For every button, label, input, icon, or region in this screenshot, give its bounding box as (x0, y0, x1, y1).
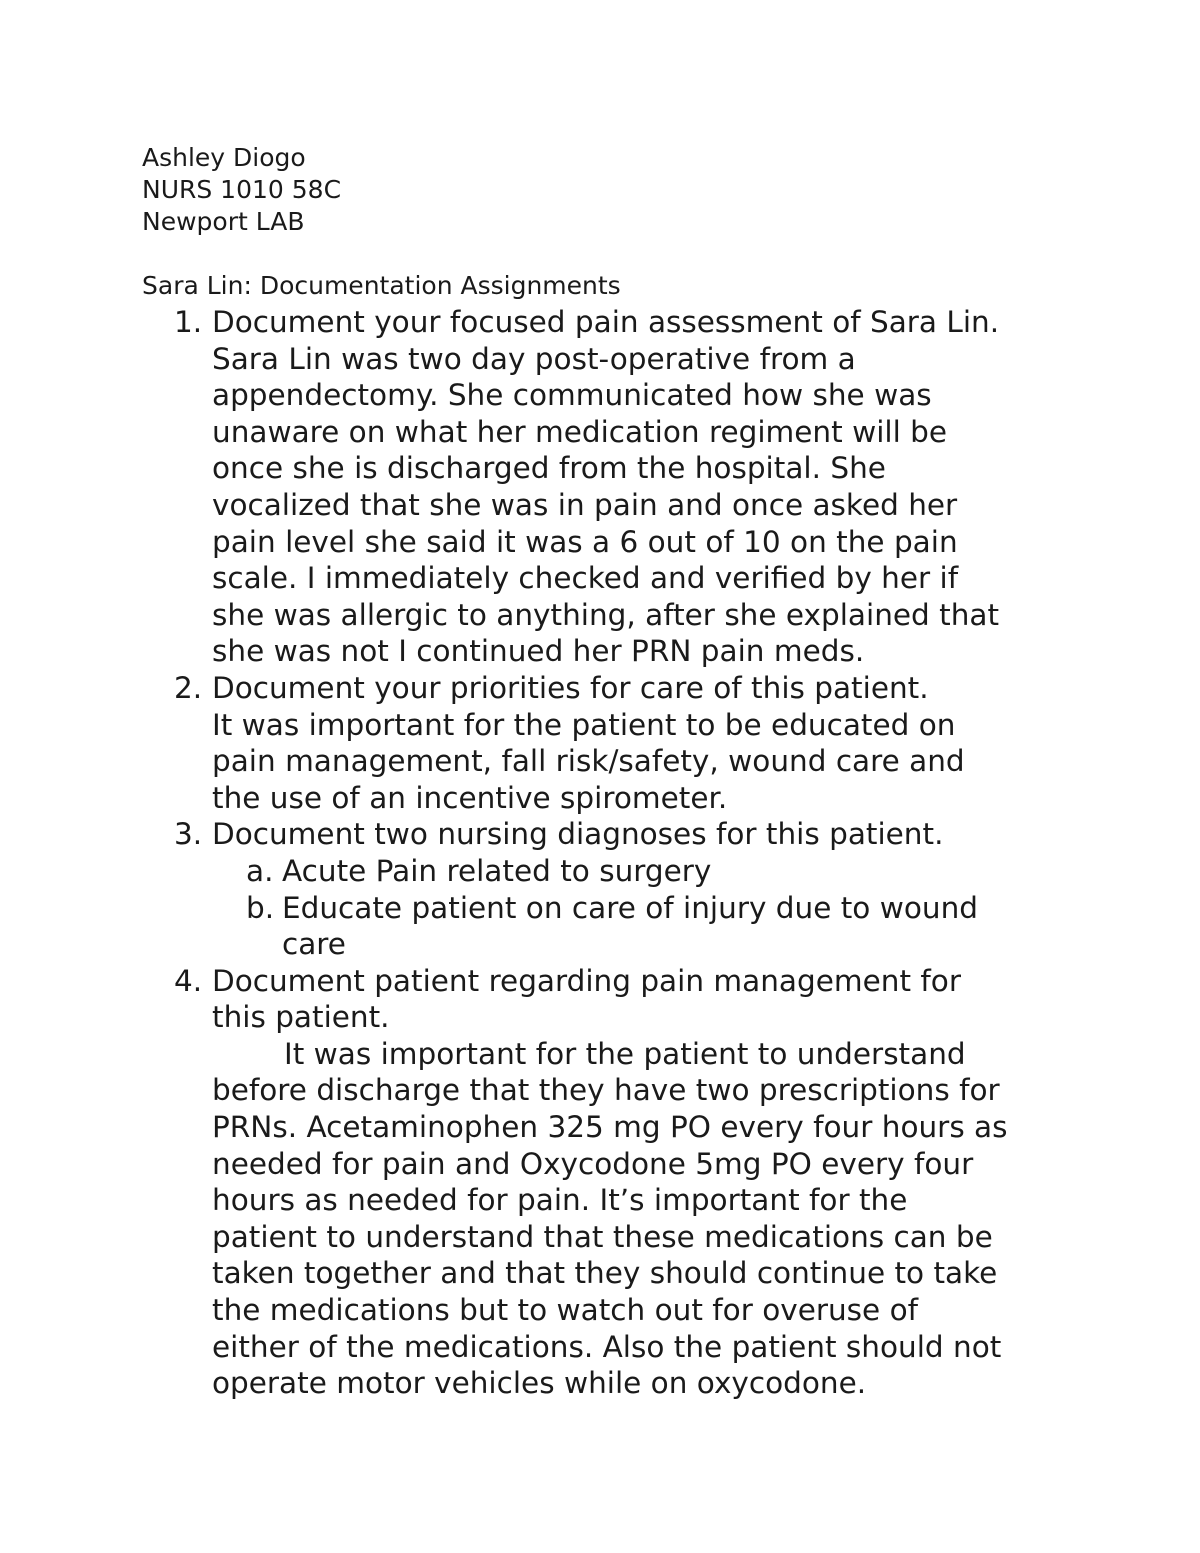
assignment-list (0, 304, 1200, 1402)
answer-line: pain management, fall risk/safety, wound care and (212, 744, 965, 779)
answer-line: operate motor vehicles while on oxycodone. (212, 1366, 867, 1401)
list-item-2 (0, 670, 1072, 816)
diagnosis-line: Educate patient on care of injury due to wound (282, 890, 979, 925)
list-item-3 (0, 816, 1072, 962)
item-number: 4. (174, 963, 203, 998)
sub-item-letter: a. (246, 853, 274, 888)
item-prompt: Document two nursing diagnoses for this patient. (212, 817, 944, 852)
item-number: 3. (174, 817, 203, 852)
answer-line: once she is discharged from the hospital. She (212, 451, 886, 486)
answer-line: needed for pain and Oxycodone 5mg PO every four (212, 1146, 974, 1181)
assignment-title: Sara Lin: Documentation Assignments (142, 271, 621, 300)
item-prompt: Document patient regarding pain management for (212, 963, 961, 998)
sub-item-b (212, 890, 1072, 963)
list-item-1 (0, 304, 1072, 670)
lab-name: Newport LAB (142, 207, 305, 236)
item-number: 2. (174, 670, 203, 705)
item-number: 1. (174, 305, 203, 339)
answer-line: pain level she said it was a 6 out of 10 on the pain (212, 524, 958, 559)
answer-line: PRNs. Acetaminophen 325 mg PO every four hours as (212, 1110, 1008, 1145)
answer-line: Sara Lin was two day post-operative from a (212, 341, 856, 376)
answer-line: she was not I continued her PRN pain meds. (212, 634, 865, 669)
sub-item-a (212, 853, 1072, 890)
answer-line: patient to understand that these medications can be (212, 1219, 993, 1254)
list-item-4 (0, 963, 1072, 1402)
document-header (142, 142, 341, 238)
diagnosis-line: care (282, 927, 346, 962)
student-name: Ashley Diogo (142, 143, 306, 172)
answer-line: appendectomy. She communicated how she was (212, 378, 932, 413)
item-prompt: Document your focused pain assessment of Sara Lin. (212, 305, 1000, 339)
answer-line: she was allergic to anything, after she explained that (212, 597, 1000, 632)
course-code: NURS 1010 58C (142, 175, 342, 204)
item-prompt: this patient. (212, 1000, 390, 1035)
answer-line: taken together and that they should continue to take (212, 1256, 998, 1291)
answer-line: unaware on what her medication regiment will be (212, 414, 948, 449)
answer-line: the medications but to watch out for overuse of (212, 1293, 919, 1328)
answer-line: either of the medications. Also the patient should not (212, 1329, 1002, 1364)
answer-line: vocalized that she was in pain and once asked her (212, 487, 958, 522)
answer-line: It was important for the patient to be educated on (212, 707, 956, 742)
sub-item-letter: b. (246, 890, 275, 925)
answer-line: the use of an incentive spirometer. (212, 780, 728, 815)
answer-line: It was important for the patient to understand (284, 1036, 966, 1071)
diagnosis-line: Acute Pain related to surgery (282, 853, 712, 888)
answer-line: scale. I immediately checked and verified by her if (212, 561, 959, 596)
answer-line: hours as needed for pain. It’s important for the (212, 1183, 908, 1218)
item-prompt: Document your priorities for care of this patient. (212, 670, 929, 705)
answer-line: before discharge that they have two prescriptions for (212, 1073, 1000, 1108)
